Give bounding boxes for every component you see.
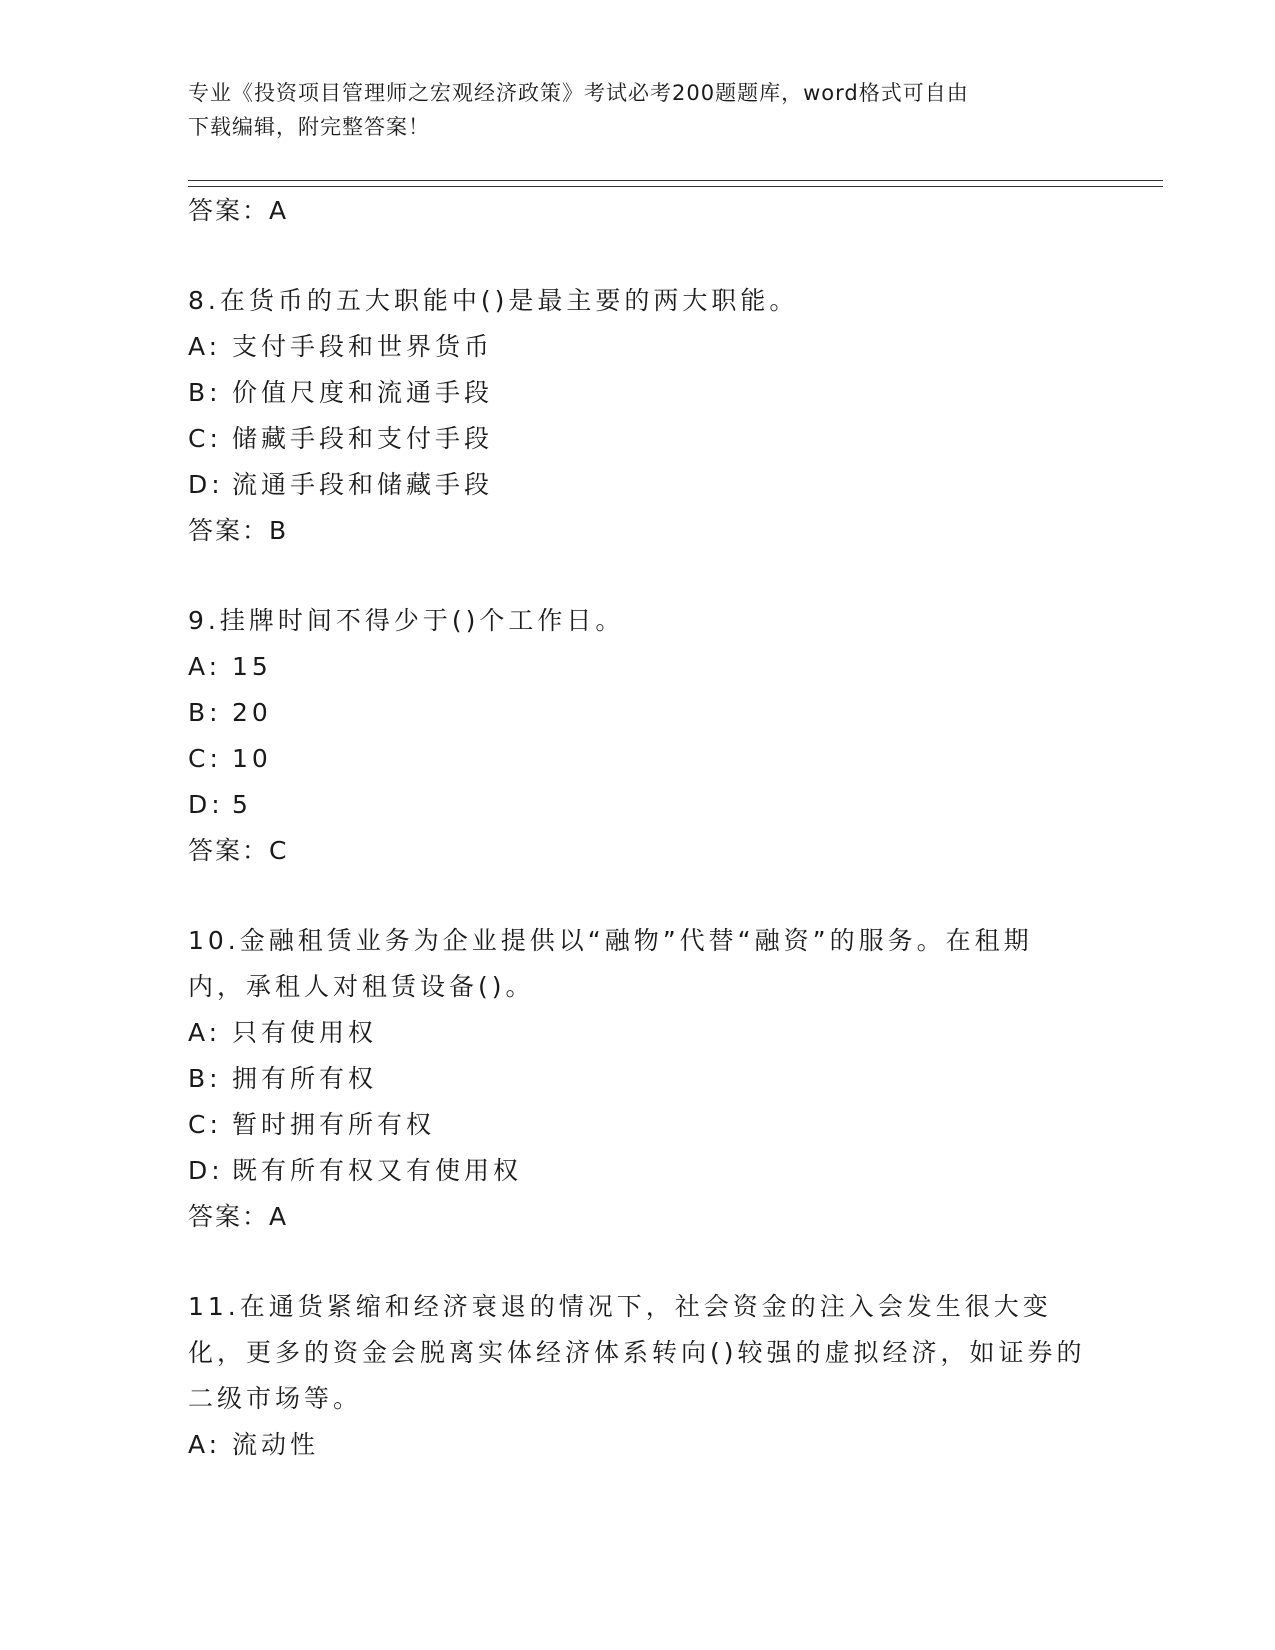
- option-key: A:: [188, 652, 222, 681]
- option-d: [188, 782, 1088, 828]
- option-text: 5: [232, 790, 252, 819]
- option-a: [188, 324, 1088, 370]
- option-text: 只有使用权: [232, 1018, 378, 1047]
- option-key: A:: [188, 1018, 222, 1047]
- option-key: A:: [188, 1430, 222, 1459]
- option-key: D:: [188, 790, 224, 819]
- option-b: [188, 370, 1088, 416]
- option-c: [188, 416, 1088, 462]
- option-b: [188, 1056, 1088, 1102]
- answer-line: 答案：B: [188, 516, 289, 545]
- option-d: [188, 1148, 1088, 1194]
- option-text: 支付手段和世界货币: [232, 332, 494, 361]
- header-divider-bottom: [188, 186, 1163, 187]
- option-text: 价值尺度和流通手段: [232, 378, 494, 407]
- option-text: 15: [232, 652, 272, 681]
- question-block: [188, 918, 1088, 1240]
- option-text: 流通手段和储藏手段: [232, 470, 494, 499]
- option-key: D:: [188, 470, 224, 499]
- option-b: [188, 690, 1088, 736]
- question-block: [188, 278, 1088, 554]
- option-a: [188, 1010, 1088, 1056]
- option-key: B:: [188, 698, 222, 727]
- option-text: 10: [232, 744, 272, 773]
- document-header: [188, 76, 1088, 144]
- option-key: A:: [188, 332, 222, 361]
- header-line-2: 下载编辑，附完整答案！: [188, 115, 430, 139]
- option-key: D:: [188, 1156, 224, 1185]
- option-key: C:: [188, 1110, 222, 1139]
- question-block: [188, 1284, 1088, 1468]
- answer-line: 答案：A: [188, 196, 289, 225]
- header-line-1: 专业《投资项目管理师之宏观经济政策》考试必考200题题库，word格式可自由: [188, 81, 969, 105]
- option-key: B:: [188, 378, 222, 407]
- answer-line: 答案：A: [188, 1202, 289, 1231]
- option-a: [188, 1422, 1088, 1468]
- option-c: [188, 736, 1088, 782]
- question-block: [188, 598, 1088, 874]
- option-text: 流动性: [232, 1430, 320, 1459]
- option-c: [188, 1102, 1088, 1148]
- header-divider-top: [188, 180, 1163, 181]
- question-stem: 9.挂牌时间不得少于()个工作日。: [188, 606, 625, 635]
- option-a: [188, 644, 1088, 690]
- question-stem: 10.金融租赁业务为企业提供以“融物”代替“融资”的服务。在租期内，承租人对租赁设备()。: [188, 926, 1033, 1001]
- option-d: [188, 462, 1088, 508]
- question-stem: 8.在货币的五大职能中()是最主要的两大职能。: [188, 286, 799, 315]
- option-text: 20: [232, 698, 272, 727]
- option-text: 既有所有权又有使用权: [232, 1156, 523, 1185]
- answer-line: 答案：C: [188, 836, 289, 865]
- option-key: C:: [188, 744, 222, 773]
- option-text: 拥有所有权: [232, 1064, 378, 1093]
- option-key: C:: [188, 424, 222, 453]
- question-list: [188, 188, 1088, 1468]
- option-text: 储藏手段和支付手段: [232, 424, 494, 453]
- option-key: B:: [188, 1064, 222, 1093]
- question-stem: 11.在通货紧缩和经济衰退的情况下，社会资金的注入会发生很大变化，更多的资金会脱离实体经济体系转向()较强的虚拟经济，如证券的二级市场等。: [188, 1292, 1086, 1413]
- option-text: 暂时拥有所有权: [232, 1110, 436, 1139]
